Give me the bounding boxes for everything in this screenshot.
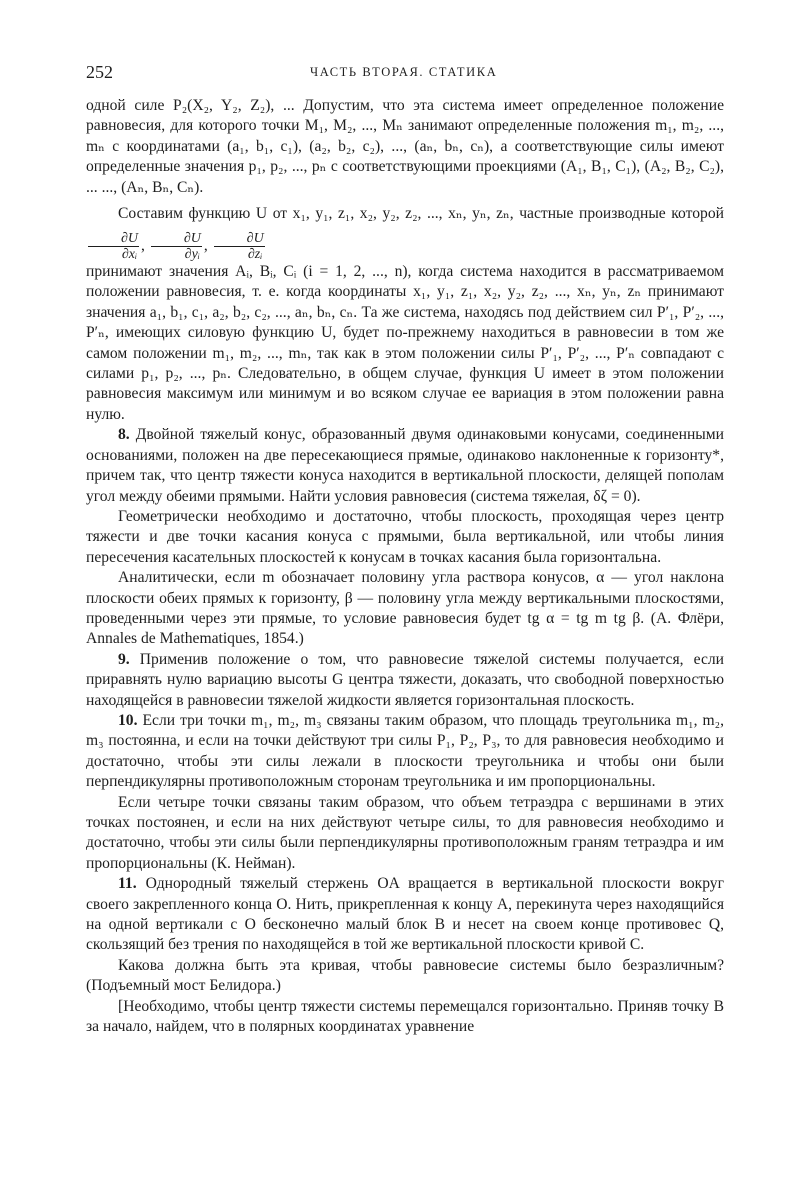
- paragraph-function-u-start: Составим функцию U от x₁, y₁, z₁, x₂, y₂, z₂, ..., xₙ, yₙ, zₙ, частные производные которой: [118, 205, 724, 223]
- problem-11-text: Однородный тяжелый стержень OA вращается в вертикальной плоскости вокруг своего закрепленного конца O. Нить, прикрепленная к концу A, перекинута через находящийся на одной вертикали с O бесконечно малый блок B и несет на своем конце противовес Q, скользящий без трения по находящейся в той же вертикальной плоскости кривой C.: [86, 875, 724, 954]
- problem-10-number: 10.: [118, 711, 138, 729]
- paragraph-analytic: Аналитически, если m обозначает половину угла раствора конусов, α — угол наклона плоскости обеих прямых к горизонту, β — половину угла между вертикальными плоскостями, проведенными через эти прямые, то условие равновесия будет tg α = tg m tg β. (А. Флёри, Annales de Mathematiques, 1854.): [86, 569, 724, 648]
- paragraph-function-u-end: принимают значения Aᵢ, Bᵢ, Cᵢ (i = 1, 2, ..., n), когда система находится в рассматриваемом положении равновесия, т. е. когда координаты x₁, y₁, z₁, x₂, y₂, z₂, ..., xₙ, yₙ, zₙ принимают значения a₁, b₁, c₁, a₂, b₂, c₂, ..., aₙ, bₙ, cₙ. Та же система, находясь под действием сил P′₁, P′₂, ..., P′ₙ, имеющих силовую функцию U, будет по-прежнему находиться в равновесии в том же самом положении m₁, m₂, ..., mₙ, так как в этом положении силы P′₁, P′₂, ..., P′ₙ совпадают с силами p₁, p₂, ..., pₙ. Следовательно, в общем случае, функция U имеет в этом положении равновесия максимум или минимум и во всяком случае ее вариация в этом положении равна нулю.: [86, 263, 724, 423]
- paragraph-solution: [Необходимо, чтобы центр тяжести системы перемещался горизонтально. Приняв точку B за начало, найдем, что в полярных координатах уравнение: [86, 997, 724, 1036]
- numerator-y: ∂U: [151, 231, 202, 247]
- paragraph-continuation: одной силе P₂(X₂, Y₂, Z₂), ... Допустим, что эта система имеет определенное положение равновесия, для которого точки M₁, M₂, ..., Mₙ занимают определенные положения m₁, m₂, ..., mₙ с координатами (a₁, b₁, c₁), (a₂, b₂, c₂), ..., (aₙ, bₙ, cₙ), а соответствующие силы имеют определенные значения p₁, p₂, ..., pₙ с соответствующими проекциями (A₁, B₁, C₁), (A₂, B₂, C₂), ... ..., (Aₙ, Bₙ, Cₙ).: [86, 97, 724, 196]
- problem-11: [86, 874, 724, 956]
- numerator-z: ∂U: [214, 231, 265, 247]
- paragraph-function-u: Составим функцию U от x₁, y₁, z₁, x₂, y₂, z₂, ..., xₙ, yₙ, zₙ, частные производные которой $\frac{\partial U}{\text{∂xᵢ}}$ , $\frac{\partial U}{\text{∂yᵢ}}$ , $\frac{\partial U}{\text{∂zᵢ}}$: [86, 198, 724, 262]
- page-number: 252: [86, 62, 113, 82]
- problem-8-text: Двойной тяжелый конус, образованный двумя одинаковыми конусами, соединенными основаниями, положен на две пересекающиеся прямые, одинаково наклоненные к горизонту*, причем так, что центр тяжести конуса находится в вертикальной плоскости, делящей пополам угол между обеими прямыми. Найти условия равновесия (система тяжелая, δζ = 0).: [86, 426, 724, 505]
- numerator-x: ∂U: [88, 231, 139, 247]
- problem-11-number: 11.: [118, 875, 137, 893]
- partial-derivative-x: [88, 231, 139, 262]
- problem-9: [86, 650, 724, 711]
- running-head: ЧАСТЬ ВТОРАЯ. СТАТИКА: [310, 65, 498, 79]
- denominator-z: ∂zᵢ: [247, 246, 263, 262]
- problem-8-number: 8.: [118, 426, 130, 444]
- problem-8: [86, 425, 724, 507]
- paragraph-curve-question: Какова должна быть эта кривая, чтобы равновесие системы было безразличным? (Подъемный мост Белидора.): [86, 956, 724, 995]
- denominator-x: ∂xᵢ: [121, 246, 138, 262]
- paragraph-tetrahedron: Если четыре точки связаны таким образом, что объем тетраэдра с вершинами в этих точках постоянен, и если на них действуют четыре силы, то для равновесия необходимо и достаточно, чтобы эти силы были перпендикулярны противоположным граням тетраэдра и им пропорциональны (К. Нейман).: [86, 793, 724, 872]
- problem-10: [86, 711, 724, 793]
- book-page: [86, 62, 724, 1037]
- partial-derivative-z: [214, 231, 265, 262]
- denominator-y: ∂yᵢ: [184, 246, 201, 262]
- problem-10-text: Если три точки m₁, m₂, m₃ связаны таким образом, что площадь треугольника m₁, m₂, m₃ постоянна, и если на точки действуют три силы P₁, P₂, P₃, то для равновесия необходимо и достаточно, чтобы эти силы лежали в плоскости треугольника и чтобы они были перпендикулярны противоположным сторонам треугольника и им пропорциональны.: [86, 711, 724, 791]
- body-text: [86, 96, 724, 1037]
- paragraph-geometric: Геометрически необходимо и достаточно, чтобы плоскость, проходящая через центр тяжести и две точки касания конуса с прямыми, была вертикальной, или чтобы линия пересечения касательных плоскостей к конусам в точках касания была горизонтальна.: [86, 507, 724, 566]
- partial-derivative-y: [151, 231, 202, 262]
- problem-9-number: 9.: [118, 650, 130, 668]
- problem-9-text: Применив положение о том, что равновесие тяжелой системы получается, если приравнять нулю вариацию высоты G центра тяжести, доказать, что свободной поверхностью находящейся в равновесии тяжелой жидкости является горизонтальная плоскость.: [86, 650, 724, 709]
- page-header: [86, 62, 724, 88]
